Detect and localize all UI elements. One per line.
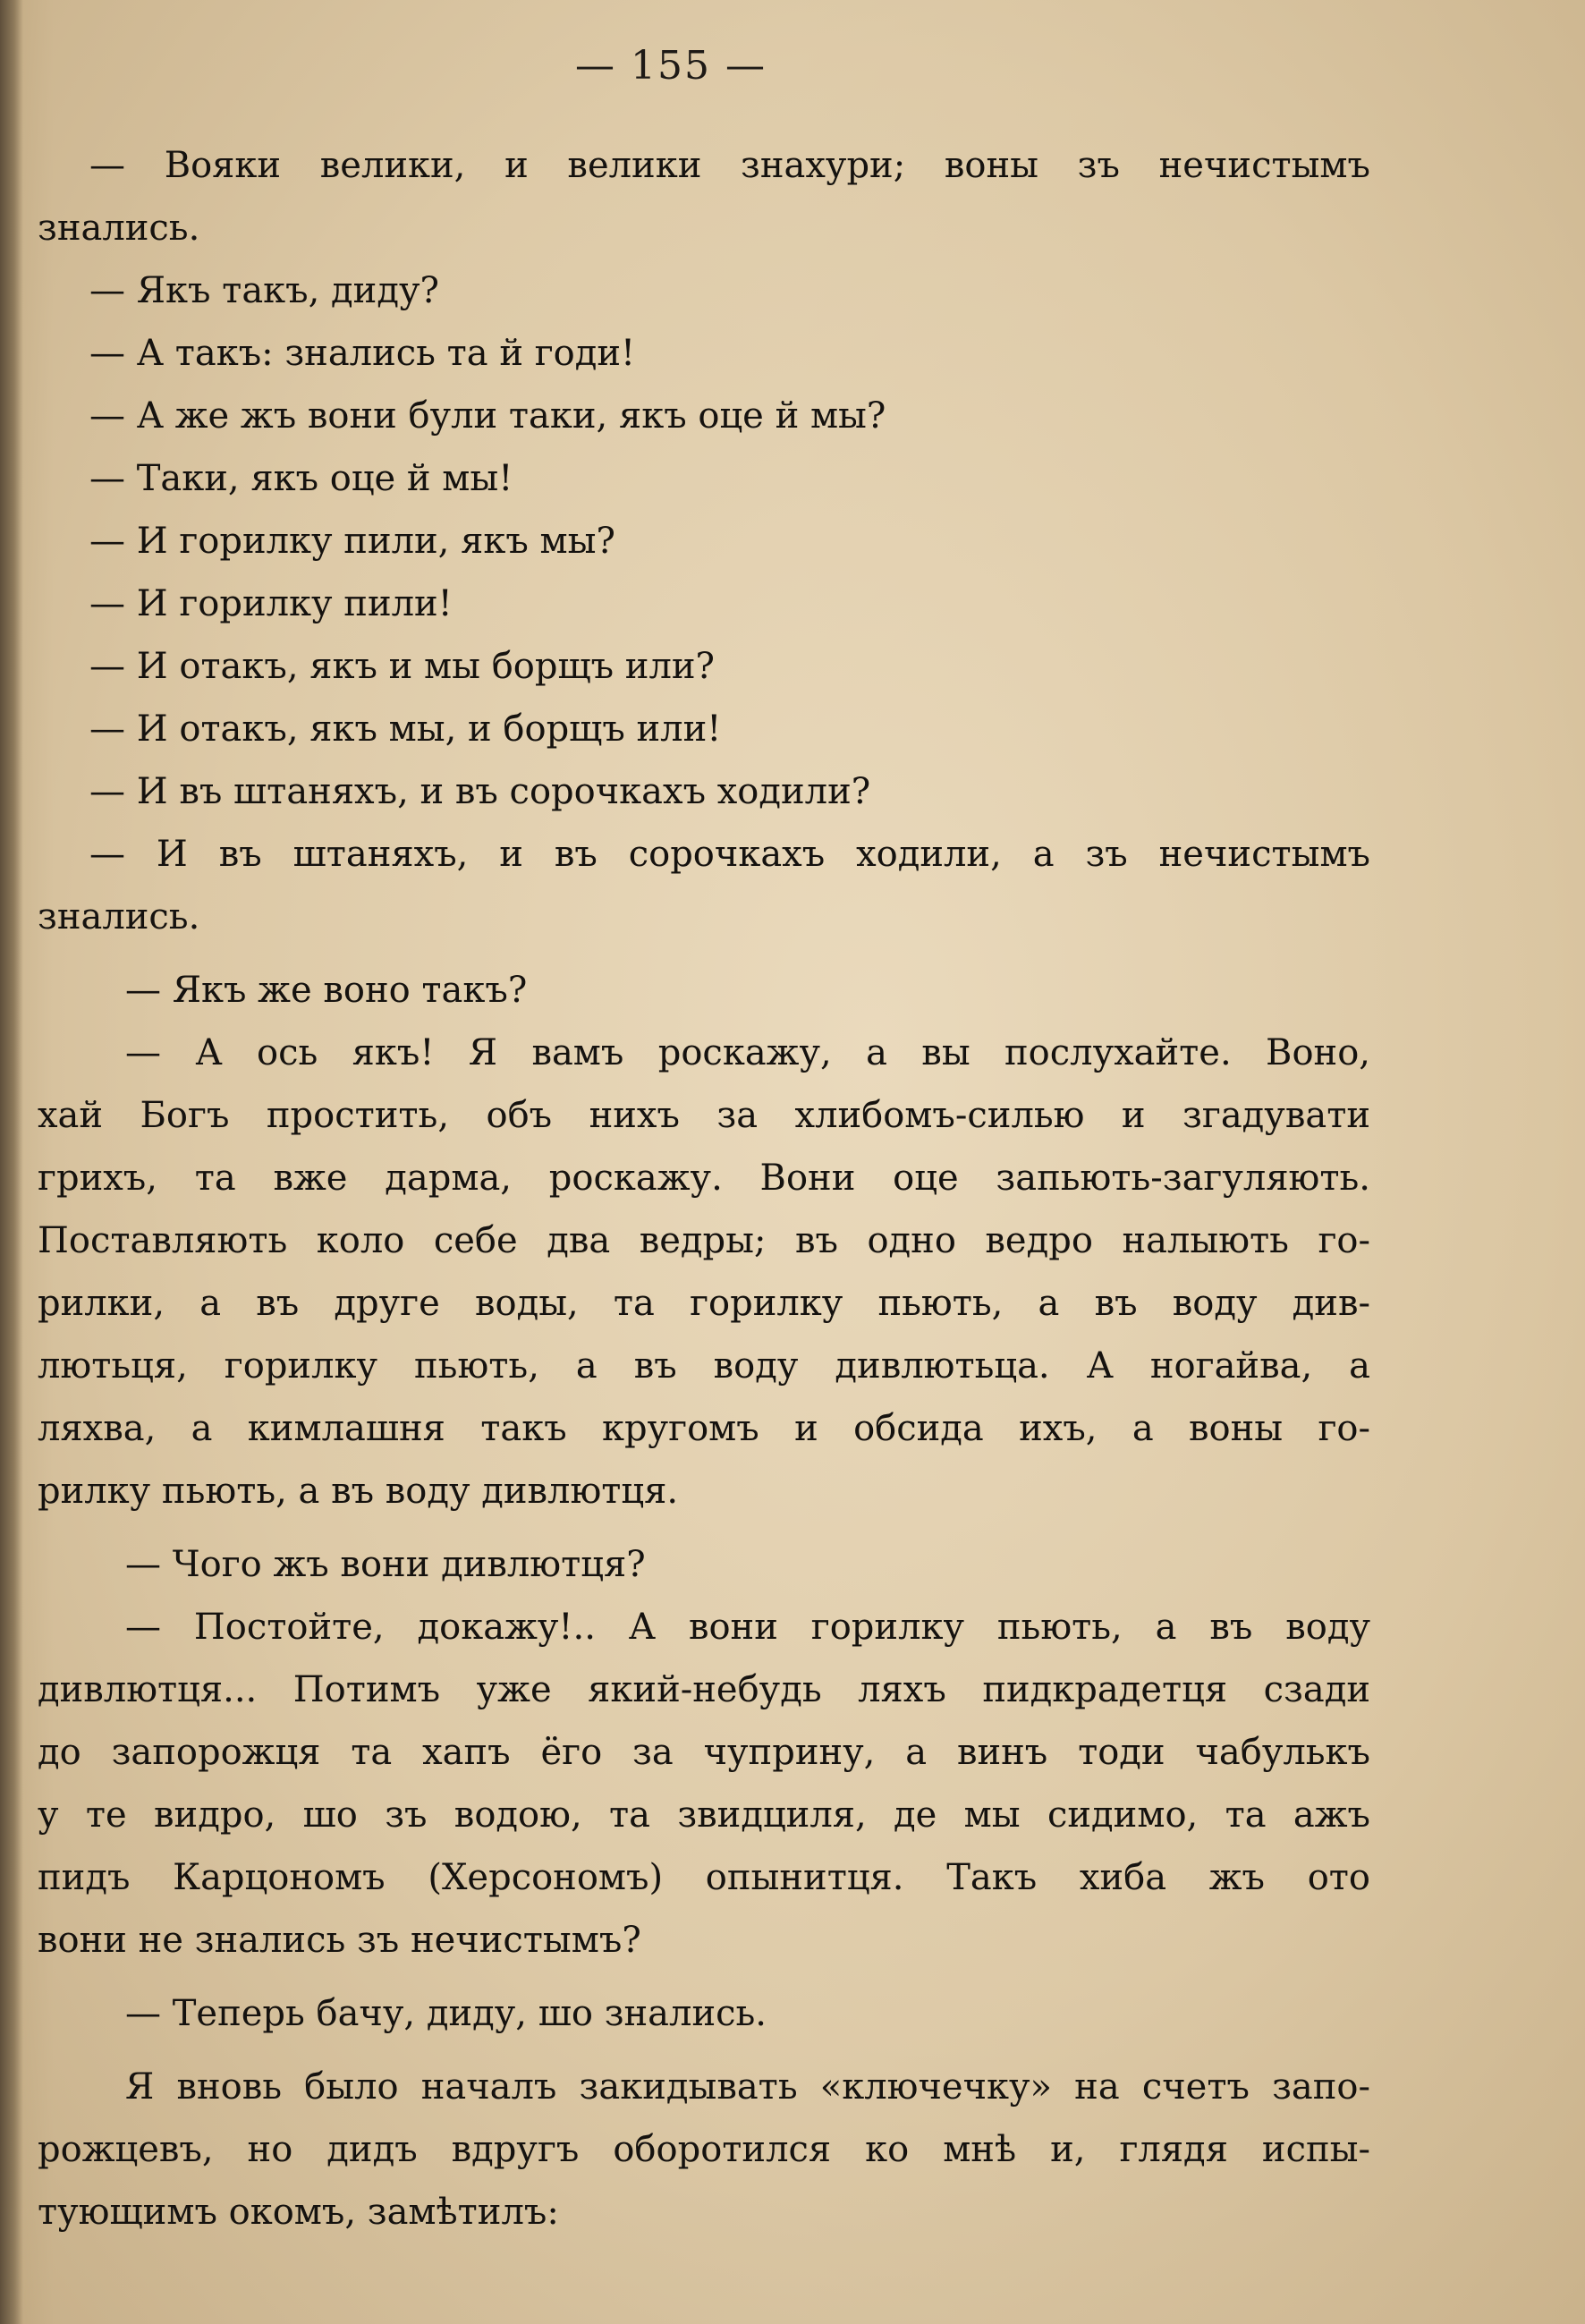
text-line: — Вояки велики, и велики знахури; воны зъ нечистымъ (89, 145, 1370, 186)
text-line: тующимъ окомъ, замѣтилъ: (38, 2192, 559, 2233)
text-line: — Теперь бачу, диду, шо знались. (125, 1993, 767, 2034)
text-line: до запорожця та хапъ ёго за чуприну, а винъ тоди чабулькъ (38, 1732, 1370, 1773)
text-line: — И отакъ, якъ мы, и борщъ или! (89, 708, 722, 750)
page-text (38, 134, 1370, 2243)
text-line: — И горилку пили, якъ мы? (89, 521, 615, 562)
text-line: — И отакъ, якъ и мы борщъ или? (89, 646, 715, 687)
text-line: дивлютця... Потимъ уже який-небудь ляхъ пидкрадетця сзади (38, 1669, 1370, 1710)
text-line: хай Богъ простить, объ нихъ за хлибомъ-силью и згадувати (38, 1095, 1370, 1136)
text-line: — Постойте, докажу!.. А вони горилку пьють, а въ воду (125, 1607, 1370, 1648)
text-line: — Чого жъ вони дивлютця? (125, 1544, 646, 1585)
text-line: у те видро, шо зъ водою, та звидциля, де мы сидимо, та ажъ (38, 1794, 1370, 1836)
text-line: ляхва, а кимлашня такъ кругомъ и обсида ихъ, а воны го- (38, 1408, 1370, 1449)
text-line: Поставляють коло себе два ведры; въ одно ведро налыють го- (38, 1220, 1370, 1261)
text-line: — А же жъ вони були таки, якъ оце й мы? (89, 395, 886, 437)
text-line: вони не знались зъ нечистымъ? (38, 1920, 641, 1961)
text-line: — Таки, якъ оце й мы! (89, 458, 513, 499)
text-line: — Якъ такъ, диду? (89, 270, 439, 311)
text-line: знались. (38, 896, 200, 937)
text-line: рожцевъ, но дидъ вдругъ оборотился ко мнѣ и, глядя испы- (38, 2129, 1370, 2170)
text-line: пидъ Карцономъ (Херсономъ) опынитця. Такъ хиба жъ ото (38, 1857, 1370, 1898)
text-line: рилку пьють, а въ воду дивлютця. (38, 1471, 679, 1512)
text-line: — И въ штаняхъ, и въ сорочкахъ ходили? (89, 771, 871, 812)
page-number: — 155 — (575, 43, 767, 89)
text-line: лютьця, горилку пьють, а въ воду дивлютьца. А ногайва, а (38, 1345, 1370, 1387)
text-line: — Якъ же воно такъ? (125, 970, 528, 1011)
text-line: грихъ, та вже дарма, роскажу. Вони оце запьють-загуляють. (38, 1158, 1370, 1199)
text-line: — И въ штаняхъ, и въ сорочкахъ ходили, а зъ нечистымъ (89, 834, 1370, 875)
text-line: — И горилку пили! (89, 583, 453, 624)
text-line: знались. (38, 208, 200, 249)
text-line: — А ось якъ! Я вамъ роскажу, а вы послухайте. Воно, (125, 1032, 1370, 1073)
text-line: Я вновь было началъ закидывать «ключечку» на счетъ запо- (125, 2066, 1370, 2108)
text-line: — А такъ: знались та й годи! (89, 333, 636, 374)
text-line: рилки, а въ друге воды, та горилку пьють, а въ воду див- (38, 1283, 1370, 1324)
